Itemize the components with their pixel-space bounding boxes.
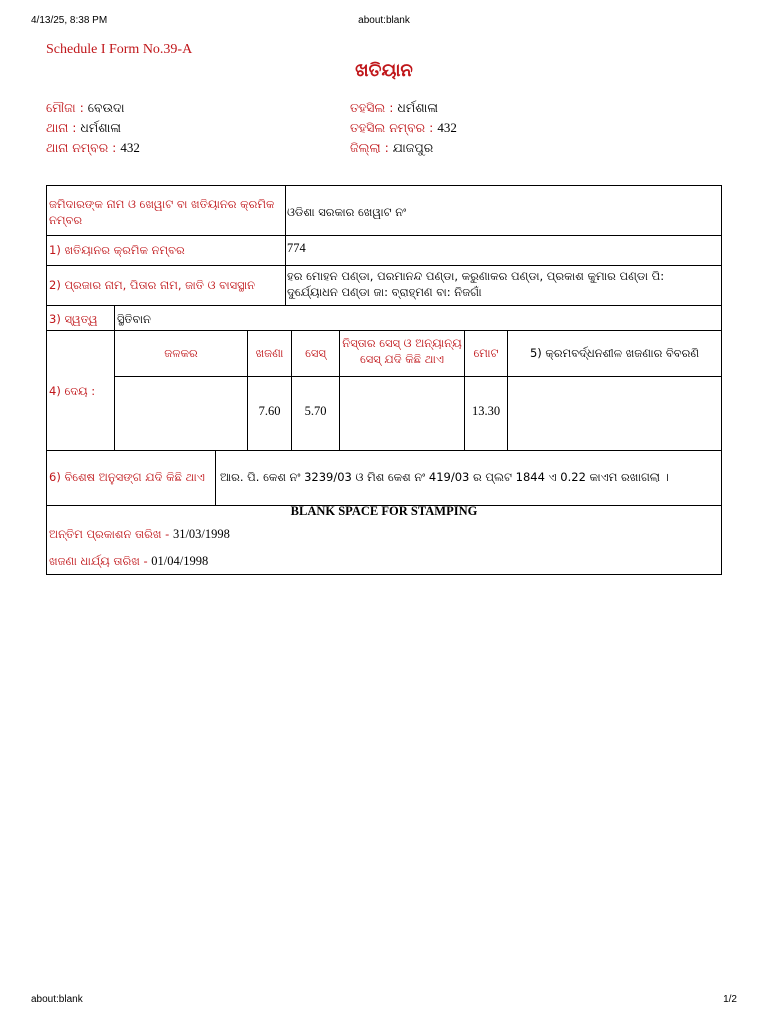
col-header-jalakar: ଜଳକର (164, 346, 198, 360)
mouza-line (46, 98, 140, 118)
dues-label: 4) ଦେୟ : (49, 384, 96, 398)
schedule-form-number: Schedule I Form No.39-A (46, 42, 193, 57)
right-label: 3) ସ୍ୱତ୍ୱ (49, 312, 98, 326)
rent-fixation-label: ଖଜଣା ଧାର୍ଯ୍ୟ ତାରିଖ - (49, 554, 152, 568)
col-header-khajana: ଖଜଣା (255, 346, 284, 360)
row-divider (47, 235, 721, 236)
right-value: ସ୍ଥିତିବାନ (117, 312, 151, 326)
thana-number-label: ଥାନା ନମ୍ବର : (46, 140, 121, 155)
tahasil-number-value: 432 (437, 120, 457, 135)
value-khajana: 7.60 (258, 404, 281, 418)
tenant-value: ହର ମୋହନ ପଣ୍ଡା, ପରମାନନ୍ଦ ପଣ୍ଡା, କରୁଣାକର ପଣ୍ଡା, ପ୍ରକାଶ କୁମାର ପଣ୍ଡା ପି: ଦୁର୍ଯ୍ୟୋଧନ ପଣ୍ଡା ଜା: ବ୍ରାହ୍ମଣ ବା: ନିଜଗାଁ (287, 269, 665, 299)
print-datetime: 4/13/25, 8:38 PM (31, 15, 108, 26)
col-divider (215, 450, 216, 505)
tahasil-number-line (350, 118, 457, 138)
thana-value: ଧର୍ମଶାଳା (80, 120, 121, 135)
tahasil-number-label: ତହସିଲ ନମ୍ବର : (350, 120, 438, 135)
col-divider (114, 305, 115, 450)
value-mot: 13.30 (471, 404, 501, 418)
print-url-bottom: about:blank (31, 994, 83, 1005)
zilla-line (350, 138, 457, 158)
tenant-label: 2) ପ୍ରଜାର ନାମ, ପିତାର ନାମ, ଜାତି ଓ ବାସସ୍ଥାନ (49, 278, 255, 292)
khatiyan-table (46, 185, 722, 575)
rent-fixation-date: 01/04/1998 (151, 554, 209, 568)
mouza-value: ବେଉଦା (87, 100, 125, 115)
thana-number-line (46, 138, 140, 158)
zamindar-value: ଓଡିଶା ସରକାର ଖେୱାଟ ନଂ (287, 205, 407, 219)
khatiyan-serial-value: 774 (287, 241, 306, 255)
page-title: ଖତିୟାନ (355, 60, 413, 81)
zilla-label: ଜିଲ୍ଲା : (350, 140, 393, 155)
row-divider (47, 265, 721, 266)
value-ses: 5.70 (304, 404, 327, 418)
special-remarks-value: ଆର. ପି. କେଶ ନଂ 3239/03 ଓ ମିଶ କେଶ ନଂ 419/03 ର ପ୍ଲଟ 1844 ଏ 0.22 କାଏମ ରଖାଗଲା । (220, 470, 669, 484)
col-header-mot: ମୋଟ (473, 346, 499, 360)
zamindar-label: ଜମିଦାରଙ୍କ ନାମ ଓ ଖେୱାଟ ବା ଖତିୟାନର କ୍ରମିକ ନମ୍ବର (49, 197, 275, 227)
tahasil-label: ତହସିଲ : (350, 100, 398, 115)
khatiyan-serial-label: 1) ଖତିୟାନର କ୍ରମିକ ନମ୍ବର (49, 243, 185, 257)
print-url-top: about:blank (358, 15, 410, 26)
special-remarks-label: 6) ବିଶେଷ ଅନୁସଙ୍ଗ ଯଦି କିଛି ଥାଏ (49, 470, 205, 484)
thana-line (46, 118, 140, 138)
row-divider (47, 330, 721, 331)
col-header-progressive: 5) କ୍ରମବର୍ଦ୍ଧନଶୀଳ ଖଜଣାର ବିବରଣି (529, 346, 700, 360)
stamping-heading: BLANK SPACE FOR STAMPING (290, 504, 478, 518)
print-page-number: 1/2 (723, 994, 737, 1005)
thana-number-value: 432 (120, 140, 140, 155)
final-publication-label: ଅନ୍ତିମ ପ୍ରକାଶନ ତାରିଖ - (49, 527, 173, 541)
col-header-ses: ସେସ୍ (305, 346, 326, 360)
tahasil-line (350, 98, 457, 118)
info-left (46, 98, 140, 158)
info-right (350, 98, 457, 158)
final-publication-date: 31/03/1998 (172, 527, 230, 541)
row-divider (47, 450, 721, 451)
thana-label: ଥାନା : (46, 120, 81, 135)
col-divider (285, 186, 286, 305)
col-header-nistar: ନିସ୍ତାର ସେସ୍ ଓ ଅନ୍ୟାନ୍ୟ ସେସ୍ ଯଦି କିଛି ଥାଏ (342, 336, 462, 366)
row-divider (114, 376, 721, 377)
final-publication-line (49, 527, 230, 542)
tahasil-value: ଧର୍ମଶାଳା (397, 100, 438, 115)
rent-fixation-line (49, 554, 208, 569)
zilla-value: ଯାଜପୁର (392, 140, 434, 155)
row-divider (47, 305, 721, 306)
mouza-label: ମୌଜା : (46, 100, 88, 115)
